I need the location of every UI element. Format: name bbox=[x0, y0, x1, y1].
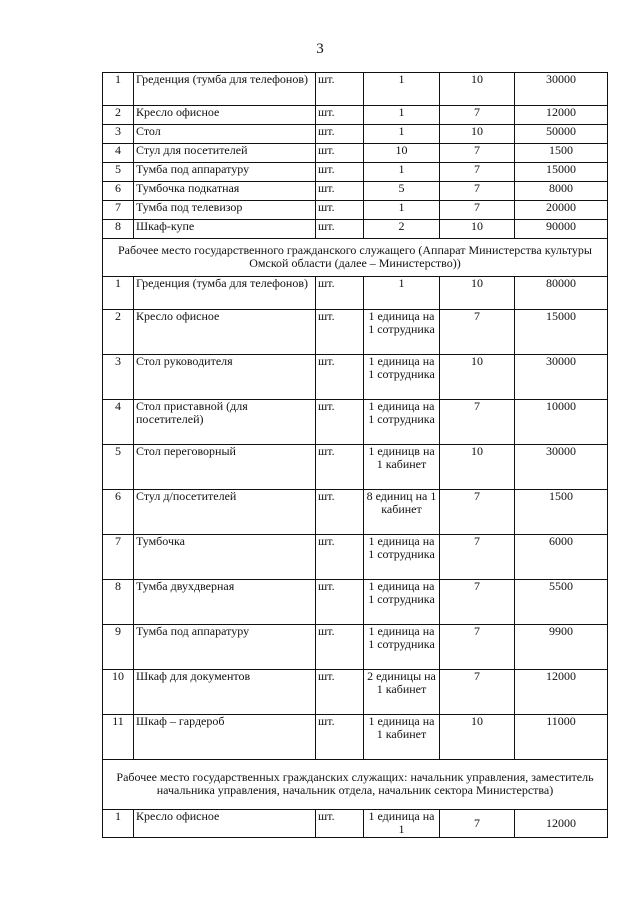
table-row bbox=[103, 201, 608, 220]
item-quantity: 1 bbox=[364, 106, 440, 125]
table-row bbox=[103, 144, 608, 163]
item-unit: шт. bbox=[316, 810, 364, 838]
item-unit: шт. bbox=[316, 310, 364, 355]
row-number: 5 bbox=[103, 163, 134, 182]
item-name: Стул д/посетителей bbox=[134, 490, 316, 535]
item-quantity: 1 единица на 1 кабинет bbox=[364, 715, 440, 760]
table-row bbox=[103, 810, 608, 838]
item-name: Стол приставной (для посетителей) bbox=[134, 400, 316, 445]
item-name: Стол переговорный bbox=[134, 445, 316, 490]
item-price: 15000 bbox=[515, 163, 608, 182]
item-quantity: 5 bbox=[364, 182, 440, 201]
item-unit: шт. bbox=[316, 106, 364, 125]
item-price: 8000 bbox=[515, 182, 608, 201]
item-quantity: 10 bbox=[364, 144, 440, 163]
item-quantity: 1 единица на 1 сотрудника bbox=[364, 625, 440, 670]
item-term: 10 bbox=[440, 220, 515, 239]
item-term: 10 bbox=[440, 355, 515, 400]
table-row bbox=[103, 277, 608, 310]
section-header-row bbox=[103, 760, 608, 810]
item-name: Тумба под аппаратуру bbox=[134, 625, 316, 670]
item-quantity: 1 единица на 1 сотрудника bbox=[364, 400, 440, 445]
item-quantity: 2 единицы на 1 кабинет bbox=[364, 670, 440, 715]
item-price: 30000 bbox=[515, 445, 608, 490]
table-row bbox=[103, 355, 608, 400]
item-quantity: 1 единица на 1 сотрудника bbox=[364, 535, 440, 580]
item-price: 1500 bbox=[515, 144, 608, 163]
item-term: 7 bbox=[440, 144, 515, 163]
table-row bbox=[103, 715, 608, 760]
item-quantity: 1 единица на 1 сотрудника bbox=[364, 310, 440, 355]
table-row bbox=[103, 220, 608, 239]
table-row bbox=[103, 310, 608, 355]
item-quantity: 1 bbox=[364, 201, 440, 220]
item-price: 1500 bbox=[515, 490, 608, 535]
item-unit: шт. bbox=[316, 163, 364, 182]
item-term: 7 bbox=[440, 535, 515, 580]
furniture-table bbox=[102, 72, 608, 838]
item-price: 11000 bbox=[515, 715, 608, 760]
item-unit: шт. bbox=[316, 715, 364, 760]
item-unit: шт. bbox=[316, 201, 364, 220]
row-number: 4 bbox=[103, 400, 134, 445]
table-row bbox=[103, 625, 608, 670]
item-term: 10 bbox=[440, 445, 515, 490]
item-unit: шт. bbox=[316, 355, 364, 400]
item-quantity: 1 bbox=[364, 277, 440, 310]
item-name: Шкаф для документов bbox=[134, 670, 316, 715]
row-number: 2 bbox=[103, 106, 134, 125]
item-name: Греденция (тумба для телефонов) bbox=[134, 73, 316, 106]
row-number: 1 bbox=[103, 810, 134, 838]
item-name: Шкаф-купе bbox=[134, 220, 316, 239]
item-name: Кресло офисное bbox=[134, 106, 316, 125]
row-number: 9 bbox=[103, 625, 134, 670]
item-term: 7 bbox=[440, 490, 515, 535]
table-row bbox=[103, 670, 608, 715]
item-price: 20000 bbox=[515, 201, 608, 220]
item-quantity: 8 единиц на 1 кабинет bbox=[364, 490, 440, 535]
table-row bbox=[103, 73, 608, 106]
item-price: 15000 bbox=[515, 310, 608, 355]
item-name: Греденция (тумба для телефонов) bbox=[134, 277, 316, 310]
item-unit: шт. bbox=[316, 400, 364, 445]
item-name: Тумбочка bbox=[134, 535, 316, 580]
section-title: Рабочее место государственного гражданского служащего (Аппарат Министерства культуры Омской области (далее – Министерство)) bbox=[103, 239, 608, 277]
item-price: 5500 bbox=[515, 580, 608, 625]
item-name: Тумба под аппаратуру bbox=[134, 163, 316, 182]
item-quantity: 1 bbox=[364, 163, 440, 182]
item-name: Шкаф – гардероб bbox=[134, 715, 316, 760]
item-quantity: 1 bbox=[364, 125, 440, 144]
item-unit: шт. bbox=[316, 580, 364, 625]
item-name: Тумба двухдверная bbox=[134, 580, 316, 625]
row-number: 1 bbox=[103, 73, 134, 106]
table-body bbox=[103, 73, 608, 838]
item-unit: шт. bbox=[316, 220, 364, 239]
item-quantity: 1 bbox=[364, 73, 440, 106]
item-price: 9900 bbox=[515, 625, 608, 670]
item-unit: шт. bbox=[316, 490, 364, 535]
row-number: 6 bbox=[103, 182, 134, 201]
row-number: 11 bbox=[103, 715, 134, 760]
item-unit: шт. bbox=[316, 625, 364, 670]
item-quantity: 1 единица на 1 сотрудника bbox=[364, 580, 440, 625]
table-row bbox=[103, 182, 608, 201]
item-price: 80000 bbox=[515, 277, 608, 310]
row-number: 5 bbox=[103, 445, 134, 490]
row-number: 7 bbox=[103, 201, 134, 220]
item-term: 10 bbox=[440, 277, 515, 310]
item-term: 7 bbox=[440, 182, 515, 201]
item-unit: шт. bbox=[316, 277, 364, 310]
item-name: Стул для посетителей bbox=[134, 144, 316, 163]
table-row bbox=[103, 106, 608, 125]
item-price: 90000 bbox=[515, 220, 608, 239]
table-row bbox=[103, 163, 608, 182]
item-term: 7 bbox=[440, 106, 515, 125]
row-number: 7 bbox=[103, 535, 134, 580]
item-quantity: 1 единицв на 1 кабинет bbox=[364, 445, 440, 490]
item-term: 10 bbox=[440, 715, 515, 760]
item-unit: шт. bbox=[316, 535, 364, 580]
row-number: 8 bbox=[103, 220, 134, 239]
item-term: 7 bbox=[440, 580, 515, 625]
item-name: Стол bbox=[134, 125, 316, 144]
table-row bbox=[103, 445, 608, 490]
item-price: 12000 bbox=[515, 810, 608, 838]
table-row bbox=[103, 400, 608, 445]
item-name: Тумбочка подкатная bbox=[134, 182, 316, 201]
item-price: 10000 bbox=[515, 400, 608, 445]
section-header-row bbox=[103, 239, 608, 277]
item-name: Тумба под телевизор bbox=[134, 201, 316, 220]
item-term: 10 bbox=[440, 125, 515, 144]
item-quantity: 1 единица на 1 сотрудника bbox=[364, 355, 440, 400]
page-number: 3 bbox=[316, 41, 324, 57]
item-term: 7 bbox=[440, 163, 515, 182]
table-row bbox=[103, 125, 608, 144]
row-number: 10 bbox=[103, 670, 134, 715]
row-number: 1 bbox=[103, 277, 134, 310]
item-name: Кресло офисное bbox=[134, 310, 316, 355]
item-term: 7 bbox=[440, 810, 515, 838]
item-quantity: 1 единица на 1 bbox=[364, 810, 440, 838]
item-name: Кресло офисное bbox=[134, 810, 316, 838]
item-price: 6000 bbox=[515, 535, 608, 580]
row-number: 8 bbox=[103, 580, 134, 625]
item-term: 7 bbox=[440, 310, 515, 355]
item-term: 7 bbox=[440, 201, 515, 220]
item-unit: шт. bbox=[316, 125, 364, 144]
item-quantity: 2 bbox=[364, 220, 440, 239]
item-price: 30000 bbox=[515, 73, 608, 106]
item-unit: шт. bbox=[316, 182, 364, 201]
item-unit: шт. bbox=[316, 144, 364, 163]
item-price: 12000 bbox=[515, 670, 608, 715]
section-title: Рабочее место государственных гражданских служащих: начальник управления, заместитель начальника управления, начальник отдела, начальник сектора Министерства) bbox=[103, 760, 608, 810]
item-unit: шт. bbox=[316, 73, 364, 106]
item-term: 10 bbox=[440, 73, 515, 106]
item-term: 7 bbox=[440, 625, 515, 670]
item-price: 12000 bbox=[515, 106, 608, 125]
row-number: 3 bbox=[103, 355, 134, 400]
table-row bbox=[103, 580, 608, 625]
row-number: 3 bbox=[103, 125, 134, 144]
item-term: 7 bbox=[440, 670, 515, 715]
table-row bbox=[103, 535, 608, 580]
row-number: 4 bbox=[103, 144, 134, 163]
item-unit: шт. bbox=[316, 445, 364, 490]
item-term: 7 bbox=[440, 400, 515, 445]
row-number: 2 bbox=[103, 310, 134, 355]
item-price: 50000 bbox=[515, 125, 608, 144]
item-unit: шт. bbox=[316, 670, 364, 715]
item-name: Стол руководителя bbox=[134, 355, 316, 400]
table-row bbox=[103, 490, 608, 535]
item-price: 30000 bbox=[515, 355, 608, 400]
row-number: 6 bbox=[103, 490, 134, 535]
